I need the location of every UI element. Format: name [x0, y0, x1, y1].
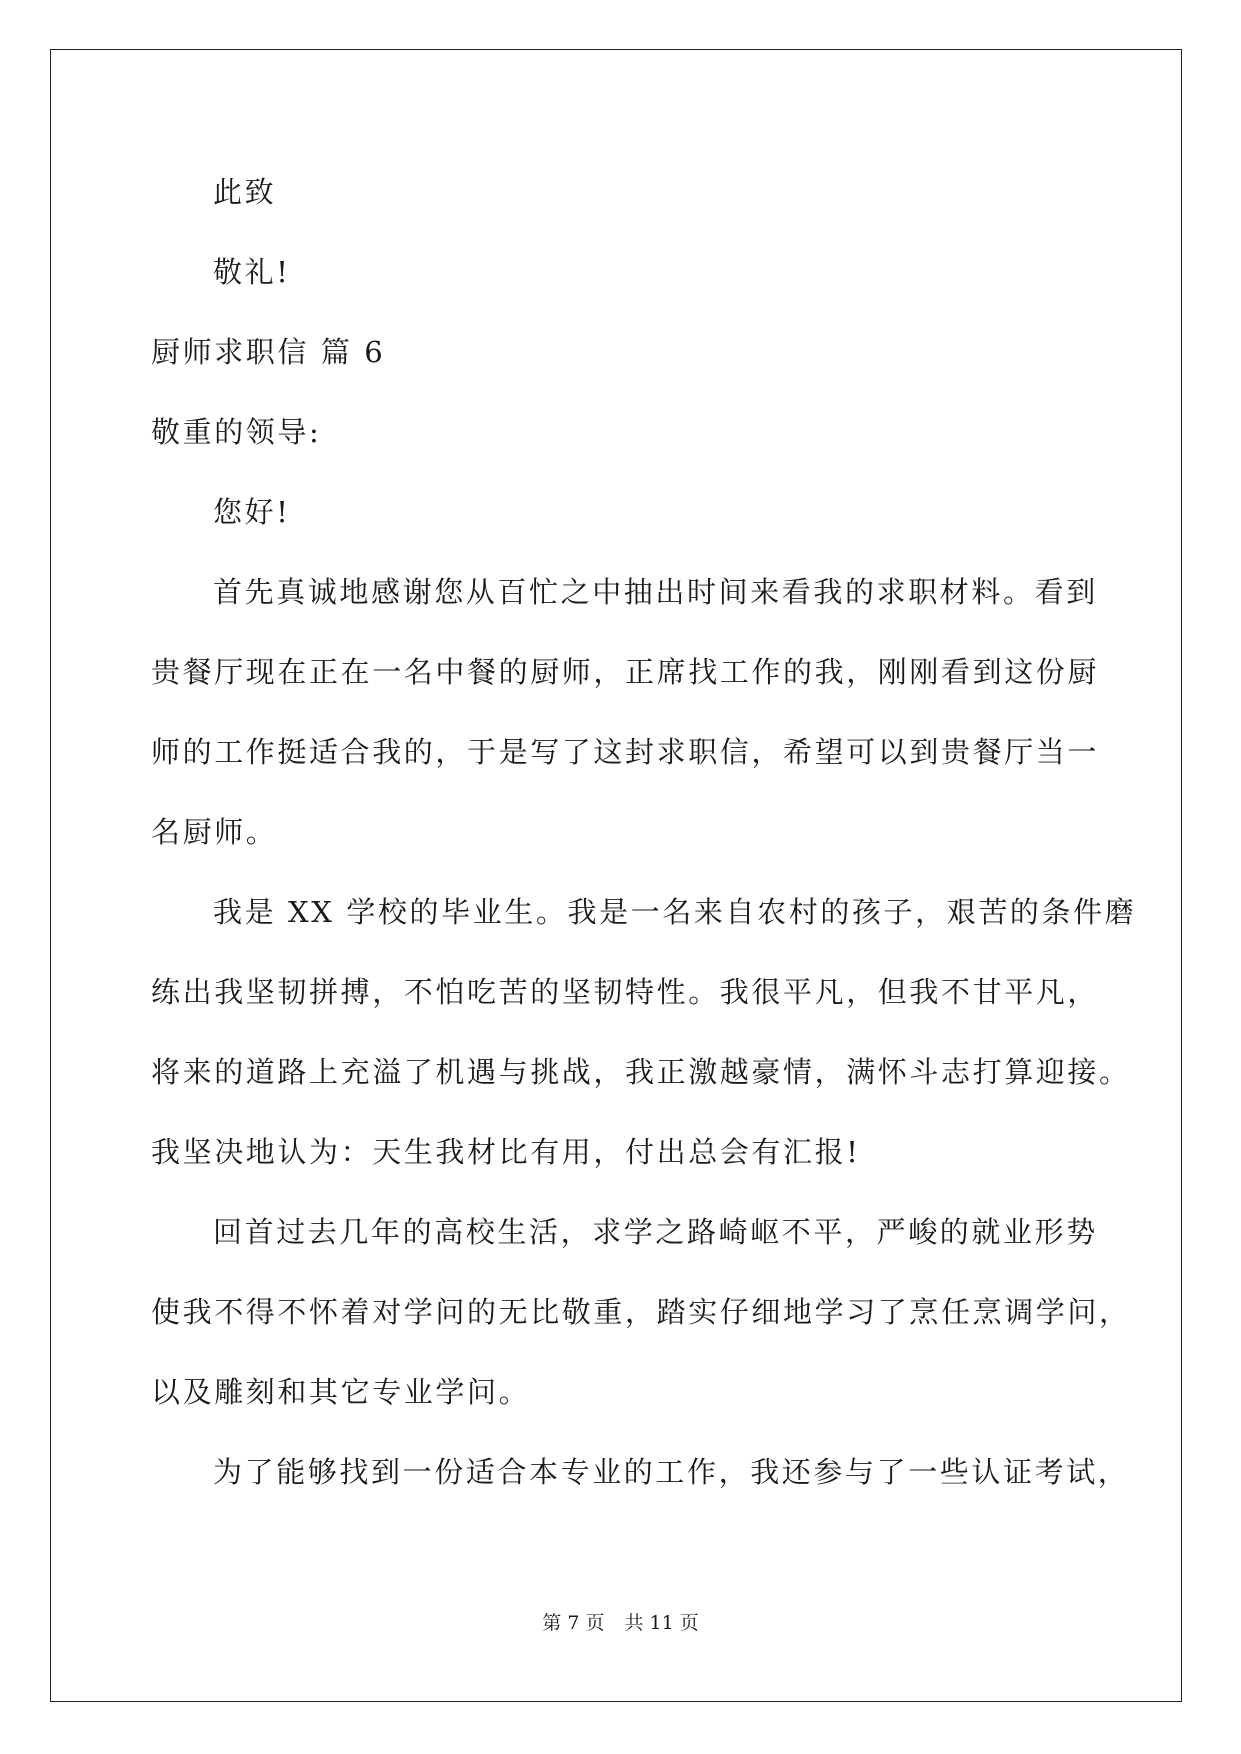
paragraph-3-line-1: 回首过去几年的高校生活，求学之路崎岖不平，严峻的就业形势 — [213, 1215, 1098, 1249]
section-title: 厨师求职信 篇 6 — [151, 335, 386, 369]
page-footer — [0, 1611, 1241, 1635]
paragraph-2-line-4: 我坚决地认为：天生我材比有用，付出总会有汇报! — [151, 1135, 861, 1169]
paragraph-1-line-1: 首先真诚地感谢您从百忙之中抽出时间来看我的求职材料。看到 — [213, 575, 1098, 609]
closing-line-1: 此致 — [213, 175, 277, 209]
closing-line-2: 敬礼! — [213, 255, 291, 289]
salutation: 敬重的领导: — [151, 415, 322, 449]
paragraph-3-line-3: 以及雕刻和其它专业学问。 — [151, 1375, 531, 1409]
paragraph-2-line-2: 练出我坚韧拼搏，不怕吃苦的坚韧特性。我很平凡，但我不甘平凡， — [151, 975, 1100, 1009]
paragraph-2-line-1: 我是 XX 学校的毕业生。我是一名来自农村的孩子，艰苦的条件磨 — [213, 895, 1137, 929]
paragraph-4-line-1: 为了能够找到一份适合本专业的工作，我还参与了一些认证考试， — [213, 1455, 1130, 1489]
paragraph-2-line-3: 将来的道路上充溢了机遇与挑战，我正激越豪情，满怀斗志打算迎接。 — [151, 1055, 1131, 1089]
paragraph-1-line-3: 师的工作挺适合我的，于是写了这封求职信，希望可以到贵餐厅当一 — [151, 735, 1100, 769]
page-total: 共 11 页 — [624, 1612, 699, 1634]
paragraph-1-line-4: 名厨师。 — [151, 815, 278, 849]
paragraph-3-line-2: 使我不得不怀着对学问的无比敬重，踏实仔细地学习了烹任烹调学问， — [151, 1295, 1131, 1329]
page-number: 第 7 页 — [542, 1612, 605, 1634]
paragraph-1-line-2: 贵餐厅现在正在一名中餐的厨师，正席找工作的我，刚刚看到这份厨 — [151, 655, 1100, 689]
greeting: 您好! — [213, 495, 291, 529]
